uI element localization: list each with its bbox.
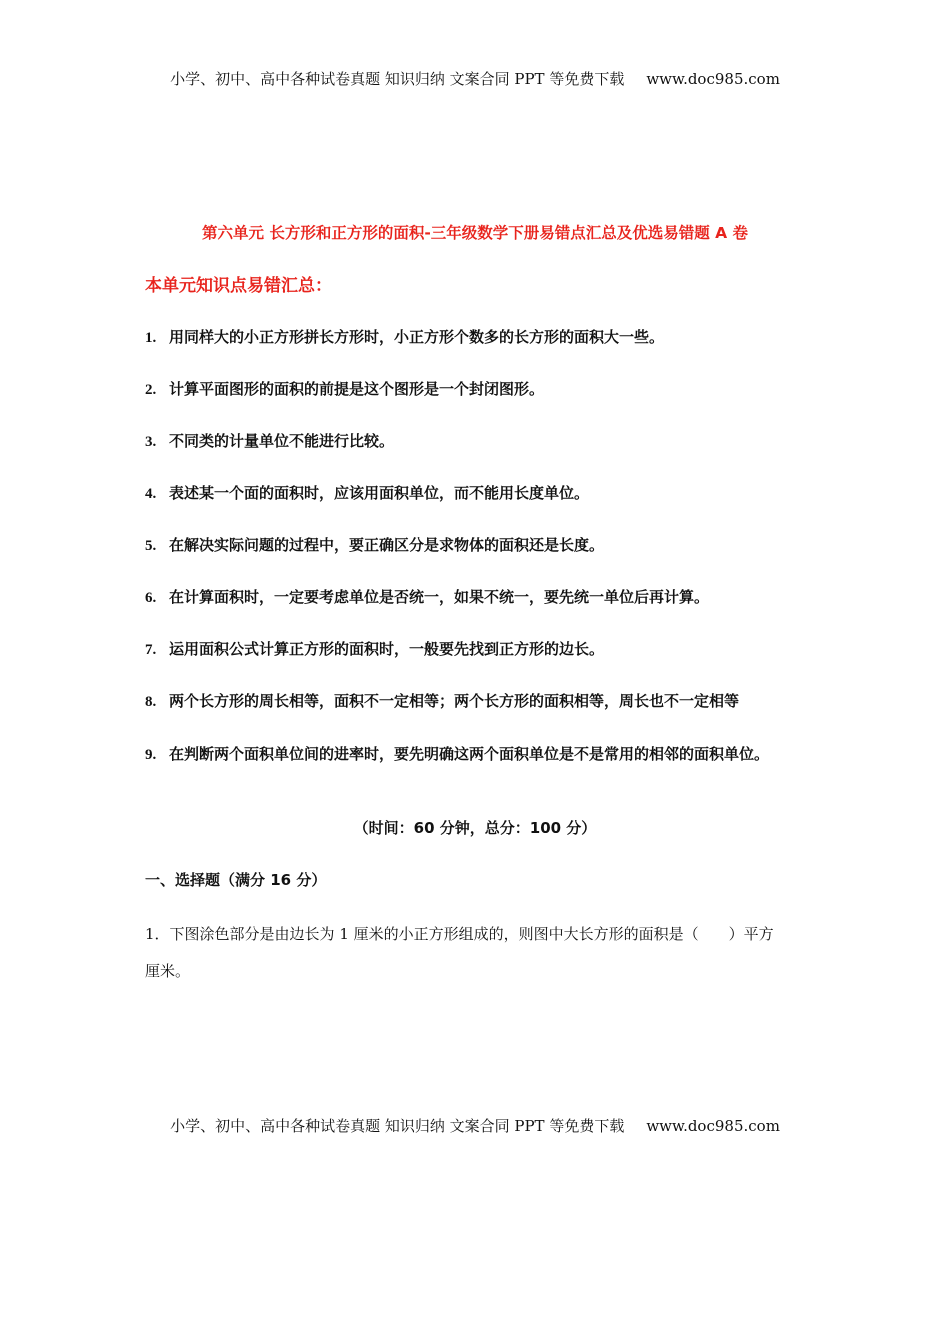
item-text: 用同样大的小正方形拼长方形时，小正方形个数多的长方形的面积大一些。 [169, 328, 665, 346]
section-heading: 本单元知识点易错汇总： [145, 276, 332, 296]
item-text: 在解决实际问题的过程中，要正确区分是求物体的面积还是长度。 [169, 536, 605, 554]
footer-site-link[interactable]: www.doc985.com [646, 1117, 780, 1135]
error-points-list [145, 320, 815, 791]
list-item [145, 632, 815, 667]
page-header [0, 68, 950, 89]
page-footer [0, 1115, 950, 1136]
item-text: 不同类的计量单位不能进行比较。 [169, 432, 395, 450]
item-number: 6. [145, 590, 157, 606]
item-text: 计算平面图形的面积的前提是这个图形是一个封闭图形。 [169, 380, 545, 398]
item-number: 5. [145, 538, 157, 554]
item-text: 在计算面积时，一定要考虑单位是否统一，如果不统一，要先统一单位后再计算。 [169, 588, 710, 606]
exam-info: （时间：60 分钟，总分：100 分） [353, 819, 597, 837]
list-item [145, 372, 815, 407]
item-number: 8. [145, 694, 157, 710]
header-text: 小学、初中、高中各种试卷真题 知识归纳 文案合同 PPT 等免费下载 [170, 70, 625, 88]
item-number: 4. [145, 486, 157, 502]
list-item [145, 424, 815, 459]
list-item [145, 684, 815, 719]
header-site-link[interactable]: www.doc985.com [646, 70, 780, 88]
document-title: 第六单元 长方形和正方形的面积-三年级数学下册易错点汇总及优选易错题 A 卷 [201, 224, 749, 242]
list-item [145, 580, 815, 615]
part-one-title: 一、选择题（满分 16 分） [145, 871, 327, 889]
list-item [145, 476, 815, 511]
item-text: 两个长方形的周长相等，面积不一定相等；两个长方形的面积相等，周长也不一定相等 [169, 692, 740, 710]
item-text: 在判断两个面积单位间的进率时，要先明确这两个面积单位是不是常用的相邻的面积单位。 [169, 745, 770, 763]
list-item [145, 528, 815, 563]
item-number: 1. [145, 330, 157, 346]
item-text: 运用面积公式计算正方形的面积时，一般要先找到正方形的边长。 [169, 640, 605, 658]
footer-text: 小学、初中、高中各种试卷真题 知识归纳 文案合同 PPT 等免费下载 [170, 1117, 625, 1135]
item-number: 2. [145, 382, 157, 398]
item-text: 表述某一个面的面积时，应该用面积单位，而不能用长度单位。 [169, 484, 590, 502]
item-number: 7. [145, 642, 157, 658]
item-number: 9. [145, 747, 157, 763]
list-item [145, 736, 815, 774]
item-number: 3. [145, 434, 157, 450]
list-item [145, 320, 815, 355]
question-1: 1．下图涂色部分是由边长为 1 厘米的小正方形组成的，则图中大长方形的面积是（ ）平方厘米。 [145, 925, 774, 980]
